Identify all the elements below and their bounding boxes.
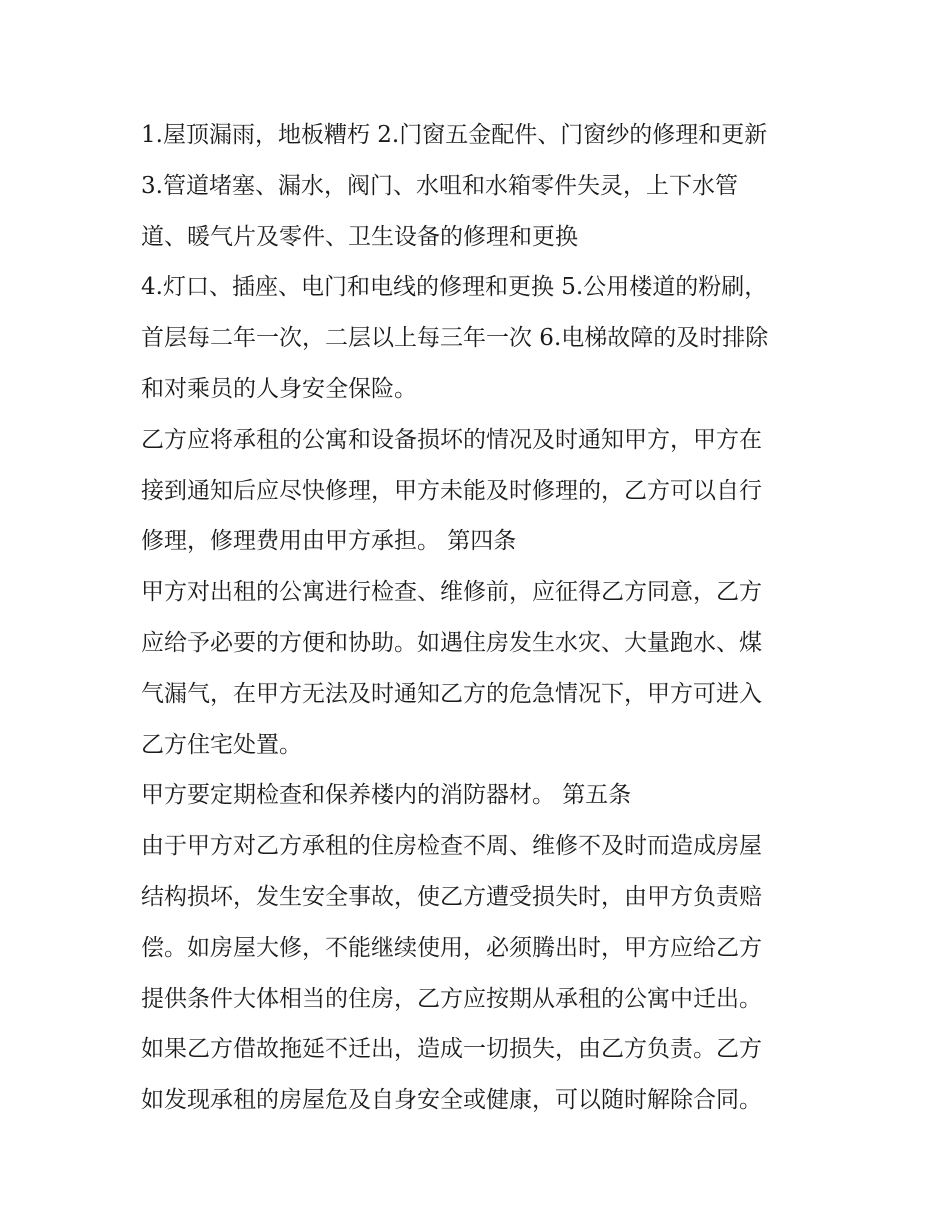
text-line-17: 偿。如房屋大修，不能继续使用，必须腾出时，甲方应给乙方	[141, 934, 762, 961]
text-line-7: 乙方应将承租的公寓和设备损坏的情况及时通知甲方，甲方在	[141, 426, 762, 453]
text-line-8: 接到通知后应尽快修理，甲方未能及时修理的，乙方可以自行	[141, 477, 762, 504]
text-line-5: 首层每二年一次，二层以上每三年一次 6.电梯故障的及时排除	[141, 325, 769, 352]
text-line-6: 和对乘员的人身安全保险。	[141, 375, 417, 402]
text-line-20: 如发现承租的房屋危及自身安全或健康，可以随时解除合同。	[141, 1087, 762, 1114]
text-line-11: 应给予必要的方便和协助。如遇住房发生水灾、大量跑水、煤	[141, 629, 762, 656]
text-line-13: 乙方住宅处置。	[141, 731, 302, 758]
text-line-1: 1.屋顶漏雨，地板糟朽 2.门窗五金配件、门窗纱的修理和更新	[141, 122, 768, 148]
text-line-14: 甲方要定期检查和保养楼内的消防器材。 第五条	[141, 782, 632, 809]
text-line-18: 提供条件大体相当的住房，乙方应按期从承租的公寓中迁出。	[141, 985, 762, 1012]
text-line-16: 结构损坏，发生安全事故，使乙方遭受损失时，由甲方负责赔	[141, 883, 762, 910]
text-line-3: 道、暖气片及零件、卫生设备的修理和更换	[141, 223, 578, 250]
text-line-15: 由于甲方对乙方承租的住房检查不周、维修不及时而造成房屋	[141, 833, 762, 860]
contract-text	[141, 110, 821, 1126]
text-line-9: 修理，修理费用由甲方承担。 第四条	[141, 528, 517, 555]
text-line-2: 3.管道堵塞、漏水，阀门、水咀和水箱零件失灵，上下水管	[141, 172, 738, 199]
text-line-12: 气漏气，在甲方无法及时通知乙方的危急情况下，甲方可进入	[141, 680, 762, 707]
text-line-10: 甲方对出租的公寓进行检查、维修前，应征得乙方同意，乙方	[141, 579, 762, 606]
text-line-19: 如果乙方借故拖延不迁出，造成一切损失，由乙方负责。乙方	[141, 1036, 762, 1063]
text-line-4: 4.灯口、插座、电门和电线的修理和更换 5.公用楼道的粉刷，	[141, 274, 768, 301]
